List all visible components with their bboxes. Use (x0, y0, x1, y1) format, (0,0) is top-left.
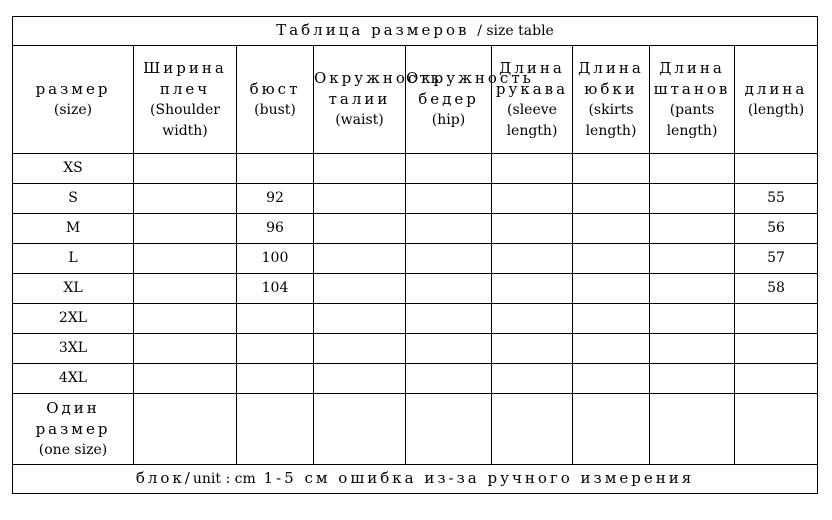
cell-shoulder (134, 274, 237, 304)
cell-shoulder (134, 364, 237, 394)
cell-pants (650, 184, 735, 214)
header-pants-en: (pants length) (666, 101, 718, 139)
footer-ru-prefix: блок/ (135, 469, 193, 487)
header-size (13, 46, 134, 154)
title-ru: Таблица размеров (276, 21, 470, 39)
cell-pants (650, 154, 735, 184)
cell-shoulder (134, 304, 237, 334)
title-en: / size table (477, 23, 554, 39)
one-size-en: (one size) (38, 441, 108, 458)
cell-skirt (573, 214, 650, 244)
cell-hip (406, 154, 492, 184)
cell-sleeve (492, 214, 573, 244)
cell-pants (650, 214, 735, 244)
cell-pants (650, 304, 735, 334)
table-row (13, 154, 818, 184)
header-sleeve (492, 46, 573, 154)
cell-shoulder (134, 184, 237, 214)
cell-length (735, 364, 818, 394)
header-skirt (573, 46, 650, 154)
cell-size: 3XL (13, 334, 134, 364)
header-size-ru: размер (35, 79, 111, 98)
cell-sleeve (492, 334, 573, 364)
cell-pants (650, 364, 735, 394)
size-table-sheet (12, 16, 817, 506)
cell-skirt (573, 274, 650, 304)
cell-length: 55 (735, 184, 818, 214)
measurement-note (13, 465, 818, 494)
header-shoulder-ru: Ширина плеч (143, 58, 227, 98)
cell-length: 56 (735, 214, 818, 244)
cell-sleeve (492, 154, 573, 184)
header-pants-ru: Длина штанов (653, 58, 731, 98)
header-shoulder (134, 46, 237, 154)
table-row (13, 364, 818, 394)
cell-bust (237, 334, 314, 364)
cell-size: 4XL (13, 364, 134, 394)
cell-waist (314, 184, 406, 214)
header-sleeve-ru: Длина рукава (495, 58, 569, 98)
header-bust-ru: бюст (249, 79, 301, 98)
cell-skirt (573, 304, 650, 334)
table-title (13, 17, 818, 46)
header-hip-ru: Окружность бедер (406, 69, 534, 108)
cell-length (735, 334, 818, 364)
header-size-en: (size) (53, 101, 93, 118)
cell-hip (406, 364, 492, 394)
cell-sleeve (492, 394, 573, 465)
cell-length (735, 154, 818, 184)
cell-pants (650, 394, 735, 465)
header-sleeve-en: (sleeve length) (506, 101, 558, 139)
header-waist (314, 46, 442, 154)
cell-waist (314, 334, 406, 364)
cell-sleeve (492, 304, 573, 334)
cell-bust: 100 (237, 244, 314, 274)
cell-length (735, 304, 818, 334)
header-length-ru: длина (744, 79, 808, 98)
header-bust-en: (bust) (254, 101, 296, 118)
cell-hip (406, 394, 492, 465)
cell-bust: 92 (237, 184, 314, 214)
cell-length: 57 (735, 244, 818, 274)
header-pants (650, 46, 735, 154)
header-skirt-ru: Длина юбки (578, 58, 644, 98)
header-skirt-en: (skirts length) (585, 101, 637, 139)
size-table (12, 16, 818, 494)
cell-skirt (573, 364, 650, 394)
cell-sleeve (492, 244, 573, 274)
cell-waist (314, 304, 406, 334)
cell-sleeve (492, 274, 573, 304)
cell-bust (237, 364, 314, 394)
header-row (13, 46, 818, 154)
cell-length: 58 (735, 274, 818, 304)
cell-skirt (573, 184, 650, 214)
cell-size: 2XL (13, 304, 134, 334)
cell-waist (314, 244, 406, 274)
cell-pants (650, 244, 735, 274)
cell-bust (237, 394, 314, 465)
cell-shoulder (134, 334, 237, 364)
cell-waist (314, 364, 406, 394)
header-hip-en: (hip) (431, 112, 466, 128)
cell-skirt (573, 154, 650, 184)
cell-waist (314, 214, 406, 244)
cell-shoulder (134, 214, 237, 244)
cell-sleeve (492, 184, 573, 214)
table-row (13, 244, 818, 274)
cell-hip (406, 334, 492, 364)
header-length (735, 46, 818, 154)
header-waist-en: (waist) (335, 112, 384, 128)
cell-size: M (13, 214, 134, 244)
cell-hip (406, 184, 492, 214)
cell-size: S (13, 184, 134, 214)
cell-bust: 104 (237, 274, 314, 304)
cell-size: L (13, 244, 134, 274)
cell-shoulder (134, 394, 237, 465)
cell-shoulder (134, 244, 237, 274)
header-bust (237, 46, 314, 154)
cell-hip (406, 304, 492, 334)
cell-shoulder (134, 154, 237, 184)
cell-size: XS (13, 154, 134, 184)
cell-hip (406, 274, 492, 304)
cell-skirt (573, 394, 650, 465)
one-size-ru: Один размер (35, 398, 111, 438)
header-shoulder-en: (Shoulder width) (150, 101, 220, 139)
header-waist-ru: Окружность талии (314, 69, 442, 108)
footer-unit: unit : cm (192, 471, 256, 487)
footer-row (13, 465, 818, 494)
table-row (13, 214, 818, 244)
cell-bust: 96 (237, 214, 314, 244)
cell-sleeve (492, 364, 573, 394)
one-size-row (13, 394, 818, 465)
footer-ru-suffix: 1-5 см ошибка из-за ручного измерения (263, 469, 695, 487)
cell-waist (314, 394, 406, 465)
cell-bust (237, 154, 314, 184)
cell-skirt (573, 244, 650, 274)
cell-waist (314, 274, 406, 304)
table-row (13, 334, 818, 364)
cell-hip (406, 214, 492, 244)
cell-length (735, 394, 818, 465)
cell-pants (650, 334, 735, 364)
header-length-en: (length) (747, 101, 805, 118)
title-row (13, 17, 818, 46)
table-row (13, 184, 818, 214)
cell-one-size (13, 394, 134, 465)
table-row (13, 304, 818, 334)
cell-size: XL (13, 274, 134, 304)
cell-waist (314, 154, 406, 184)
cell-bust (237, 304, 314, 334)
cell-skirt (573, 334, 650, 364)
cell-pants (650, 274, 735, 304)
table-row (13, 274, 818, 304)
cell-hip (406, 244, 492, 274)
